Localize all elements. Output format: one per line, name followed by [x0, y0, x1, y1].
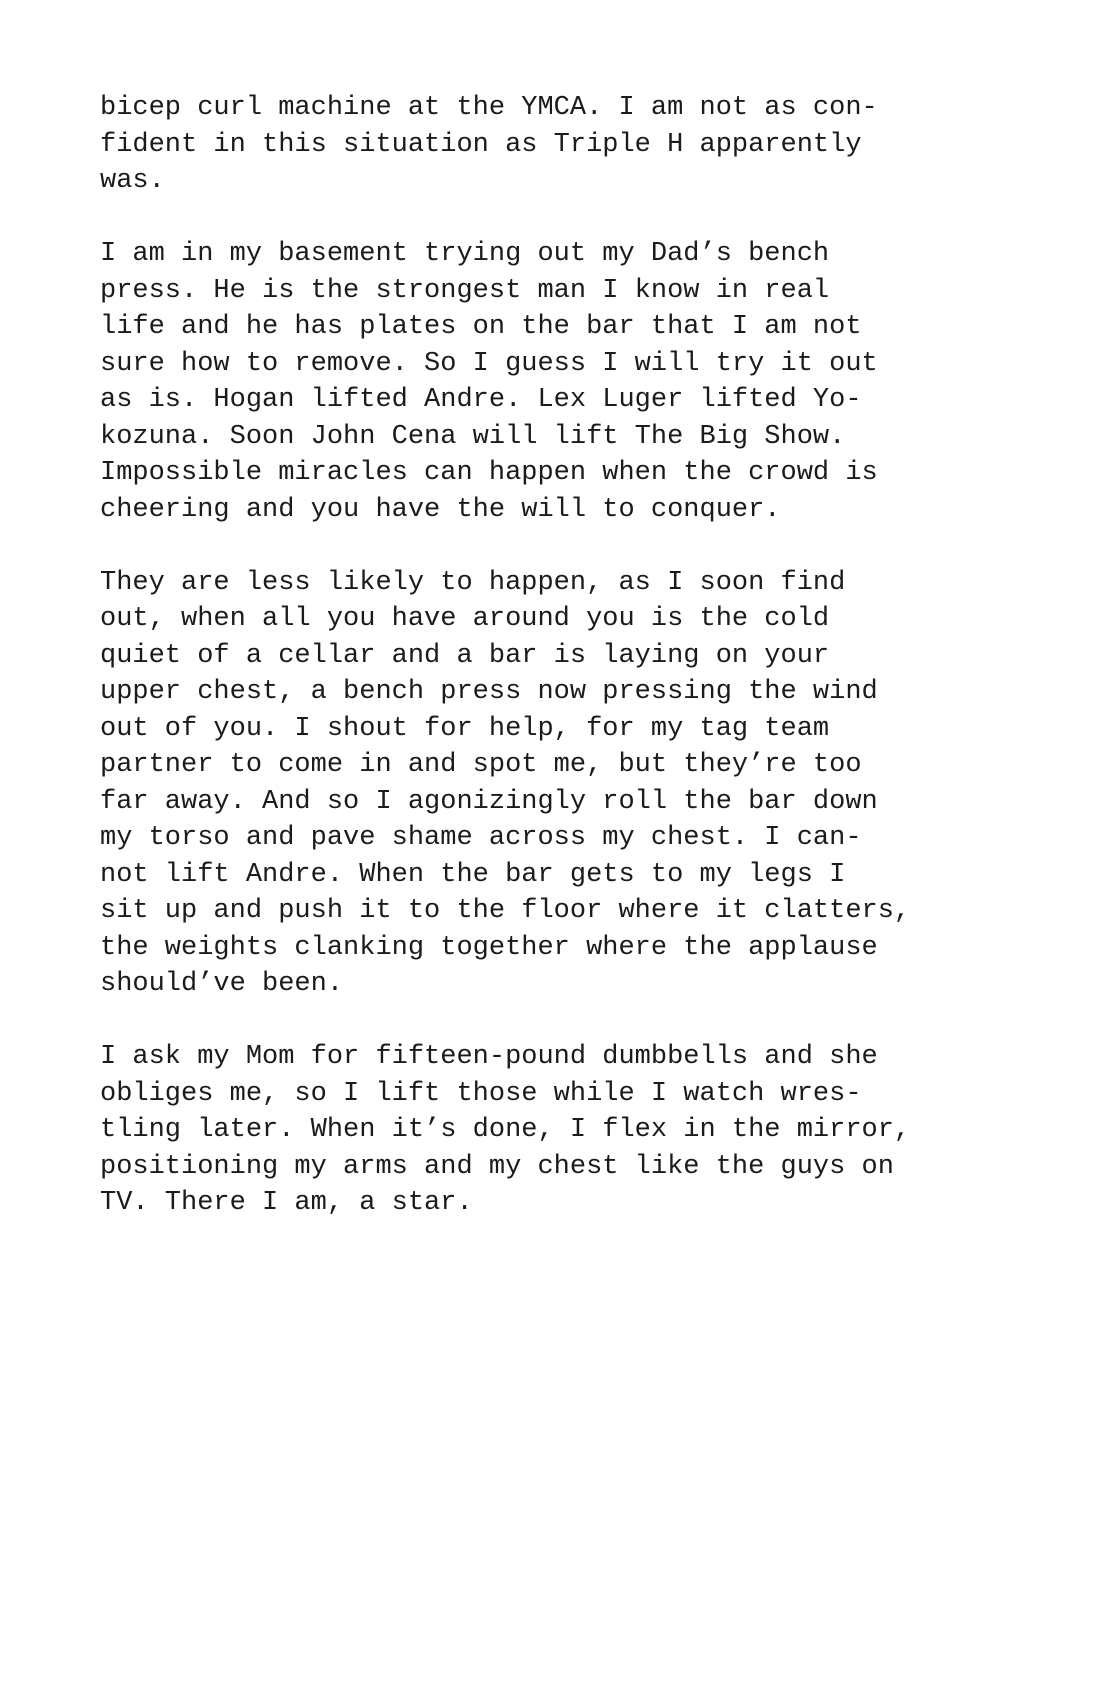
text-line: not lift Andre. When the bar gets to my legs I — [100, 859, 846, 890]
text-line: obliges me, so I lift those while I watch wres- — [100, 1078, 862, 1109]
paragraph-4 — [100, 1039, 1020, 1222]
text-line: my torso and pave shame across my chest. I can- — [100, 823, 862, 853]
text-line: partner to come in and spot me, but they’re too — [100, 750, 862, 780]
paragraph-1 — [100, 90, 1020, 200]
text-line: I am in my basement trying out my Dad’s bench — [100, 239, 830, 269]
text-line: press. He is the strongest man I know in real — [100, 275, 830, 306]
text-line: sure how to remove. So I guess I will try it out — [100, 348, 878, 379]
text-line: out of you. I shout for help, for my tag team — [100, 713, 830, 744]
body-text — [100, 90, 1020, 1258]
text-line: kozuna. Soon John Cena will lift The Big Show. — [100, 421, 846, 452]
text-line: TV. There I am, a star. — [100, 1188, 473, 1218]
text-line: should’ve been. — [100, 969, 344, 999]
text-line: fident in this situation as Triple H apparently — [100, 129, 862, 160]
text-line: quiet of a cellar and a bar is laying on your — [100, 640, 830, 671]
text-line: tling later. When it’s done, I flex in the mirror, — [100, 1115, 911, 1145]
text-line: They are less likely to happen, as I soon find — [100, 567, 846, 598]
text-line: out, when all you have around you is the cold — [100, 604, 830, 634]
text-line: upper chest, a bench press now pressing the wind — [100, 677, 878, 707]
paragraph-2 — [100, 236, 1020, 528]
paragraph-3 — [100, 565, 1020, 1003]
text-line: sit up and push it to the floor where it clatters, — [100, 896, 911, 926]
text-line: I ask my Mom for fifteen-pound dumbbells and she — [100, 1042, 878, 1072]
text-line: bicep curl machine at the YMCA. I am not as con- — [100, 93, 878, 123]
text-line: life and he has plates on the bar that I am not — [100, 312, 862, 342]
text-line: the weights clanking together where the applause — [100, 932, 878, 963]
text-line: cheering and you have the will to conquer. — [100, 494, 781, 525]
text-line: as is. Hogan lifted Andre. Lex Luger lifted Yo- — [100, 385, 862, 415]
text-line: was. — [100, 166, 165, 196]
text-line: far away. And so I agonizingly roll the bar down — [100, 786, 878, 817]
text-line: positioning my arms and my chest like the guys on — [100, 1151, 894, 1182]
text-line: Impossible miracles can happen when the crowd is — [100, 458, 878, 488]
